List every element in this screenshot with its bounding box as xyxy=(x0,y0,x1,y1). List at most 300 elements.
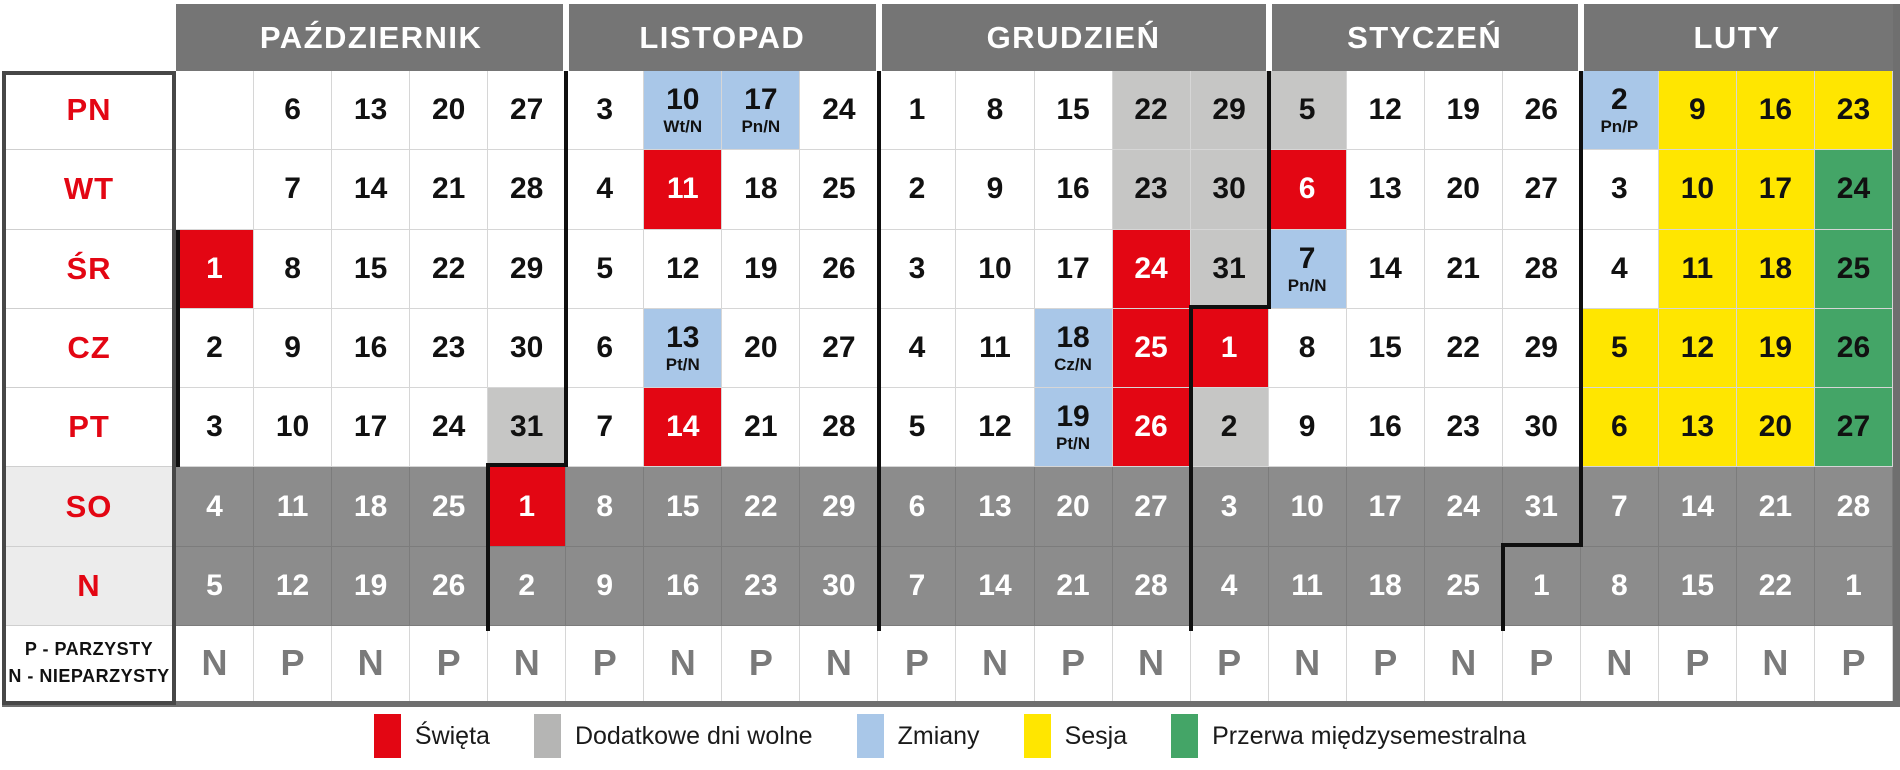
month-boundary-oct-nov xyxy=(564,71,568,467)
day-cell xyxy=(644,150,722,229)
day-number: 3 xyxy=(1610,172,1628,206)
day-change-label: Wt/N xyxy=(663,117,703,137)
day-number: 24 xyxy=(822,93,856,127)
month-title-listopad: LISTOPAD xyxy=(639,19,806,55)
day-number: 20 xyxy=(431,93,466,127)
day-number: 22 xyxy=(431,251,466,285)
day-number: 19 xyxy=(1446,93,1480,127)
day-number: 3 xyxy=(908,251,926,285)
day-cell xyxy=(644,230,722,309)
day-label-so xyxy=(2,467,176,546)
day-cell xyxy=(1347,71,1425,150)
parity-cell xyxy=(1269,626,1347,701)
day-number: 19 xyxy=(744,251,778,285)
day-number: 26 xyxy=(822,251,856,285)
day-cell xyxy=(1659,150,1737,229)
day-cell xyxy=(1191,388,1269,467)
day-cell xyxy=(1581,150,1659,229)
day-number: 3 xyxy=(596,93,614,127)
day-cell xyxy=(254,230,332,309)
day-cell xyxy=(1815,71,1893,150)
day-number: 9 xyxy=(1689,93,1706,127)
day-cell xyxy=(410,71,488,150)
day-cell xyxy=(1737,388,1815,467)
day-cell xyxy=(878,230,956,309)
day-number: 16 xyxy=(1758,93,1793,127)
month-boundary-oct-nov xyxy=(486,467,490,631)
day-cell xyxy=(722,71,800,150)
day-cell xyxy=(1659,388,1737,467)
day-cell xyxy=(1815,230,1893,309)
legend-color-swatch xyxy=(534,714,561,758)
parity-cell xyxy=(1425,626,1503,701)
day-number: 15 xyxy=(353,251,388,285)
day-cell xyxy=(878,547,956,626)
header-gap xyxy=(876,2,882,71)
legend-label: Przerwa międzysemestralna xyxy=(1212,721,1527,750)
day-number: 19 xyxy=(1056,400,1090,434)
day-number: 12 xyxy=(1680,330,1715,364)
header-gap xyxy=(563,2,569,71)
day-cell xyxy=(1269,388,1347,467)
day-number: 29 xyxy=(510,251,544,285)
day-cell xyxy=(410,388,488,467)
legend-color-swatch xyxy=(1024,714,1051,758)
day-number: 15 xyxy=(1056,93,1090,127)
day-cell xyxy=(488,309,566,388)
parity-value: P xyxy=(280,642,305,684)
day-cell xyxy=(800,388,878,467)
day-cell xyxy=(722,547,800,626)
day-cell xyxy=(488,547,566,626)
day-number: 16 xyxy=(353,330,388,364)
day-number: 29 xyxy=(1212,93,1246,127)
day-cell xyxy=(644,547,722,626)
day-cell xyxy=(176,388,254,467)
legend-item xyxy=(1171,714,1526,758)
day-cell xyxy=(332,467,410,546)
day-number: 4 xyxy=(206,489,223,523)
day-number: 28 xyxy=(822,410,856,444)
month-boundary-jan-feb xyxy=(1501,543,1583,547)
day-number: 7 xyxy=(596,410,614,444)
day-number: 19 xyxy=(353,568,388,602)
day-number: 1 xyxy=(1532,568,1550,602)
day-cell xyxy=(254,71,332,150)
month-title-pazdziernik: PAŹDZIERNIK xyxy=(259,19,483,55)
day-number: 16 xyxy=(666,568,700,602)
header-gap xyxy=(1266,2,1272,71)
day-cell xyxy=(1269,71,1347,150)
day-number: 24 xyxy=(1836,172,1871,206)
day-cell xyxy=(1269,547,1347,626)
day-number: 14 xyxy=(1680,489,1715,523)
parity-legend-line: N - NIEPARZYSTY xyxy=(8,666,170,687)
legend-label: Sesja xyxy=(1064,721,1128,750)
day-cell xyxy=(1815,150,1893,229)
calendar-grid xyxy=(2,4,1893,701)
day-cell xyxy=(1815,467,1893,546)
day-cell xyxy=(1191,230,1269,309)
day-number: 16 xyxy=(1056,172,1090,206)
day-cell xyxy=(1581,388,1659,467)
day-label-pn xyxy=(2,71,176,150)
day-number: 17 xyxy=(353,410,388,444)
day-number: 28 xyxy=(510,172,544,206)
day-cell xyxy=(410,467,488,546)
day-number: 9 xyxy=(1298,410,1316,444)
day-cell xyxy=(1269,467,1347,546)
parity-cell xyxy=(1659,626,1737,701)
parity-cell xyxy=(1581,626,1659,701)
legend-label: Dodatkowe dni wolne xyxy=(574,721,813,750)
day-number: 8 xyxy=(284,251,301,285)
legend xyxy=(0,714,1900,758)
day-cell xyxy=(332,230,410,309)
day-number: 30 xyxy=(510,330,544,364)
day-label-text: ŚR xyxy=(66,250,112,286)
parity-value: N xyxy=(1450,642,1477,684)
day-number: 5 xyxy=(596,251,614,285)
parity-cell xyxy=(956,626,1034,701)
day-number: 11 xyxy=(1291,568,1323,602)
day-number: 12 xyxy=(666,251,700,285)
day-cell xyxy=(1347,230,1425,309)
day-cell xyxy=(1035,230,1113,309)
parity-value: N xyxy=(357,642,384,684)
parity-cell xyxy=(722,626,800,701)
day-cell xyxy=(1737,547,1815,626)
day-cell xyxy=(1659,309,1737,388)
day-cell xyxy=(332,71,410,150)
day-number: 14 xyxy=(353,172,388,206)
month-boundary-dec-jan xyxy=(1189,309,1193,631)
day-number: 25 xyxy=(1446,568,1480,602)
month-header-styczen xyxy=(1269,4,1581,71)
day-cell xyxy=(410,547,488,626)
parity-value: P xyxy=(1685,642,1710,684)
parity-value: N xyxy=(201,642,228,684)
day-label-text: PN xyxy=(66,92,112,128)
day-number: 3 xyxy=(1220,489,1238,523)
legend-item xyxy=(374,714,490,758)
day-number: 8 xyxy=(596,489,614,523)
day-cell xyxy=(332,309,410,388)
day-number: 23 xyxy=(1134,172,1168,206)
day-number: 10 xyxy=(978,251,1012,285)
day-number: 17 xyxy=(744,83,778,117)
day-cell xyxy=(566,547,644,626)
day-cell xyxy=(1035,547,1113,626)
day-number: 1 xyxy=(908,93,926,127)
day-number: 6 xyxy=(1610,410,1628,444)
day-number: 28 xyxy=(1524,251,1558,285)
parity-legend-line: P - PARZYSTY xyxy=(24,639,154,660)
day-cell xyxy=(254,547,332,626)
day-cell xyxy=(1113,71,1191,150)
day-number: 7 xyxy=(1610,489,1628,523)
day-cell xyxy=(1113,388,1191,467)
day-number: 5 xyxy=(1610,330,1628,364)
day-cell xyxy=(566,71,644,150)
day-number: 17 xyxy=(1056,251,1090,285)
parity-cell xyxy=(488,626,566,701)
day-cell xyxy=(566,230,644,309)
day-cell xyxy=(1425,547,1503,626)
day-cell xyxy=(1503,309,1581,388)
month-boundary-oct-start xyxy=(176,230,180,468)
day-number: 24 xyxy=(1446,489,1480,523)
day-cell xyxy=(1503,388,1581,467)
day-cell xyxy=(644,467,722,546)
day-label-n xyxy=(2,547,176,626)
day-number: 17 xyxy=(1368,489,1402,523)
day-number: 20 xyxy=(1056,489,1090,523)
day-number: 9 xyxy=(596,568,614,602)
day-cell xyxy=(722,150,800,229)
parity-legend xyxy=(2,626,176,701)
day-cell xyxy=(1503,150,1581,229)
day-label-text: CZ xyxy=(67,329,111,365)
day-cell xyxy=(176,547,254,626)
legend-color-swatch xyxy=(1171,714,1198,758)
day-cell xyxy=(254,309,332,388)
day-number: 13 xyxy=(666,320,700,354)
day-cell xyxy=(254,150,332,229)
day-cell xyxy=(1815,309,1893,388)
day-cell xyxy=(1113,230,1191,309)
parity-cell xyxy=(332,626,410,701)
day-cell xyxy=(1659,71,1737,150)
day-cell xyxy=(332,150,410,229)
day-cell xyxy=(1113,467,1191,546)
day-number: 3 xyxy=(206,410,223,444)
day-number: 8 xyxy=(986,93,1004,127)
month-header-grudzien xyxy=(878,4,1268,71)
day-number: 22 xyxy=(1446,330,1480,364)
day-number: 29 xyxy=(1524,330,1558,364)
day-label-pt xyxy=(2,388,176,467)
month-title-grudzien: GRUDZIEŃ xyxy=(986,19,1161,55)
day-cell xyxy=(1659,467,1737,546)
day-number: 31 xyxy=(1524,489,1558,523)
day-number: 23 xyxy=(431,330,466,364)
day-cell xyxy=(176,467,254,546)
day-cell xyxy=(644,71,722,150)
parity-value: P xyxy=(592,642,617,684)
day-cell xyxy=(1347,547,1425,626)
day-number: 13 xyxy=(1680,410,1715,444)
day-number: 8 xyxy=(1610,568,1628,602)
parity-value: N xyxy=(513,642,540,684)
day-number: 15 xyxy=(1680,568,1715,602)
day-number: 1 xyxy=(518,489,536,523)
day-number: 21 xyxy=(1446,251,1480,285)
day-number: 2 xyxy=(908,172,926,206)
day-label-text: N xyxy=(77,567,101,603)
day-number: 29 xyxy=(822,489,856,523)
day-cell xyxy=(1581,309,1659,388)
day-cell xyxy=(1425,467,1503,546)
day-cell xyxy=(1425,150,1503,229)
day-number: 23 xyxy=(1446,410,1480,444)
day-cell xyxy=(566,388,644,467)
day-cell xyxy=(1113,309,1191,388)
day-cell xyxy=(1737,150,1815,229)
day-cell xyxy=(800,467,878,546)
parity-value: N xyxy=(669,642,696,684)
day-number: 21 xyxy=(744,410,778,444)
day-cell xyxy=(878,150,956,229)
day-label-text: SO xyxy=(65,488,113,524)
table-right-border xyxy=(1893,4,1900,707)
day-number: 18 xyxy=(744,172,778,206)
day-cell xyxy=(644,309,722,388)
day-number: 7 xyxy=(1298,241,1316,275)
day-change-label: Cz/N xyxy=(1054,354,1092,374)
month-boundary-oct-nov xyxy=(486,463,568,467)
day-cell xyxy=(722,230,800,309)
legend-color-swatch xyxy=(857,714,884,758)
parity-value: N xyxy=(1762,642,1789,684)
parity-value: P xyxy=(1529,642,1554,684)
day-change-label: Pn/N xyxy=(1287,275,1327,295)
day-number: 14 xyxy=(666,410,700,444)
day-number: 18 xyxy=(353,489,388,523)
day-cell xyxy=(1191,547,1269,626)
day-cell xyxy=(1503,467,1581,546)
parity-cell xyxy=(566,626,644,701)
day-cell xyxy=(1035,71,1113,150)
day-number: 21 xyxy=(1758,489,1793,523)
day-number: 4 xyxy=(1220,568,1238,602)
day-number: 30 xyxy=(1524,410,1558,444)
day-cell xyxy=(1269,309,1347,388)
day-number: 23 xyxy=(1836,93,1871,127)
day-cell xyxy=(410,150,488,229)
day-number: 16 xyxy=(1368,410,1402,444)
day-number: 8 xyxy=(1298,330,1316,364)
day-number: 25 xyxy=(1134,330,1168,364)
legend-label: Święta xyxy=(414,721,490,750)
day-cell xyxy=(1347,309,1425,388)
month-boundary-jan-feb xyxy=(1501,547,1505,631)
day-cell xyxy=(1503,71,1581,150)
parity-cell xyxy=(254,626,332,701)
month-header-pazdziernik xyxy=(176,4,566,71)
day-cell xyxy=(1425,230,1503,309)
day-number: 21 xyxy=(1056,568,1090,602)
day-cell xyxy=(488,388,566,467)
day-cell xyxy=(1581,71,1659,150)
day-number: 6 xyxy=(1298,172,1316,206)
day-number: 2 xyxy=(1220,410,1238,444)
day-cell xyxy=(644,388,722,467)
day-cell xyxy=(410,230,488,309)
day-number: 30 xyxy=(822,568,856,602)
day-number: 1 xyxy=(1845,568,1862,602)
day-number: 11 xyxy=(979,330,1011,364)
day-cell xyxy=(956,71,1034,150)
day-cell xyxy=(1581,467,1659,546)
parity-cell xyxy=(1035,626,1113,701)
legend-item xyxy=(534,714,813,758)
day-number: 25 xyxy=(431,489,466,523)
day-cell xyxy=(1035,309,1113,388)
day-number: 26 xyxy=(1134,410,1168,444)
day-number: 10 xyxy=(666,83,700,117)
parity-value: N xyxy=(981,642,1008,684)
day-change-label: Pt/N xyxy=(1056,434,1091,454)
day-cell xyxy=(488,150,566,229)
day-number: 9 xyxy=(986,172,1004,206)
day-number: 19 xyxy=(1758,330,1793,364)
parity-value: P xyxy=(1061,642,1086,684)
day-label-wt xyxy=(2,150,176,229)
day-number: 1 xyxy=(206,251,223,285)
day-label-text: WT xyxy=(63,171,115,207)
legend-label: Zmiany xyxy=(897,721,980,750)
day-number: 2 xyxy=(518,568,536,602)
day-cell xyxy=(254,467,332,546)
day-cell xyxy=(410,309,488,388)
day-cell xyxy=(722,309,800,388)
day-cell xyxy=(1113,547,1191,626)
day-cell xyxy=(722,388,800,467)
day-number: 6 xyxy=(284,93,301,127)
day-number: 25 xyxy=(1836,251,1871,285)
legend-color-swatch xyxy=(374,714,401,758)
day-number: 14 xyxy=(978,568,1012,602)
day-cell xyxy=(956,309,1034,388)
day-cell xyxy=(1425,71,1503,150)
day-cell xyxy=(1191,150,1269,229)
day-number: 1 xyxy=(1220,330,1238,364)
day-cell xyxy=(332,547,410,626)
day-cell xyxy=(800,309,878,388)
day-cell xyxy=(1113,150,1191,229)
month-boundary-jan-feb xyxy=(1579,71,1583,547)
day-number: 13 xyxy=(978,489,1012,523)
day-number: 24 xyxy=(431,410,466,444)
parity-cell xyxy=(800,626,878,701)
day-number: 18 xyxy=(1056,320,1090,354)
day-cell xyxy=(1269,150,1347,229)
day-cell xyxy=(800,71,878,150)
table-bottom-border xyxy=(2,701,1900,707)
day-number: 10 xyxy=(1290,489,1324,523)
parity-value: N xyxy=(1606,642,1633,684)
day-number: 12 xyxy=(275,568,310,602)
parity-value: P xyxy=(1373,642,1398,684)
day-cell xyxy=(1035,388,1113,467)
day-cell xyxy=(1347,150,1425,229)
day-number: 23 xyxy=(744,568,778,602)
day-cell xyxy=(1659,547,1737,626)
day-cell xyxy=(956,388,1034,467)
day-number: 21 xyxy=(431,172,466,206)
day-number: 15 xyxy=(1368,330,1402,364)
day-cell xyxy=(1191,71,1269,150)
day-cell xyxy=(176,230,254,309)
day-number: 31 xyxy=(1212,251,1246,285)
day-number: 18 xyxy=(1368,568,1402,602)
day-number: 27 xyxy=(1134,489,1168,523)
day-number: 20 xyxy=(744,330,778,364)
day-number: 15 xyxy=(666,489,700,523)
parity-cell xyxy=(1503,626,1581,701)
day-cell xyxy=(566,309,644,388)
